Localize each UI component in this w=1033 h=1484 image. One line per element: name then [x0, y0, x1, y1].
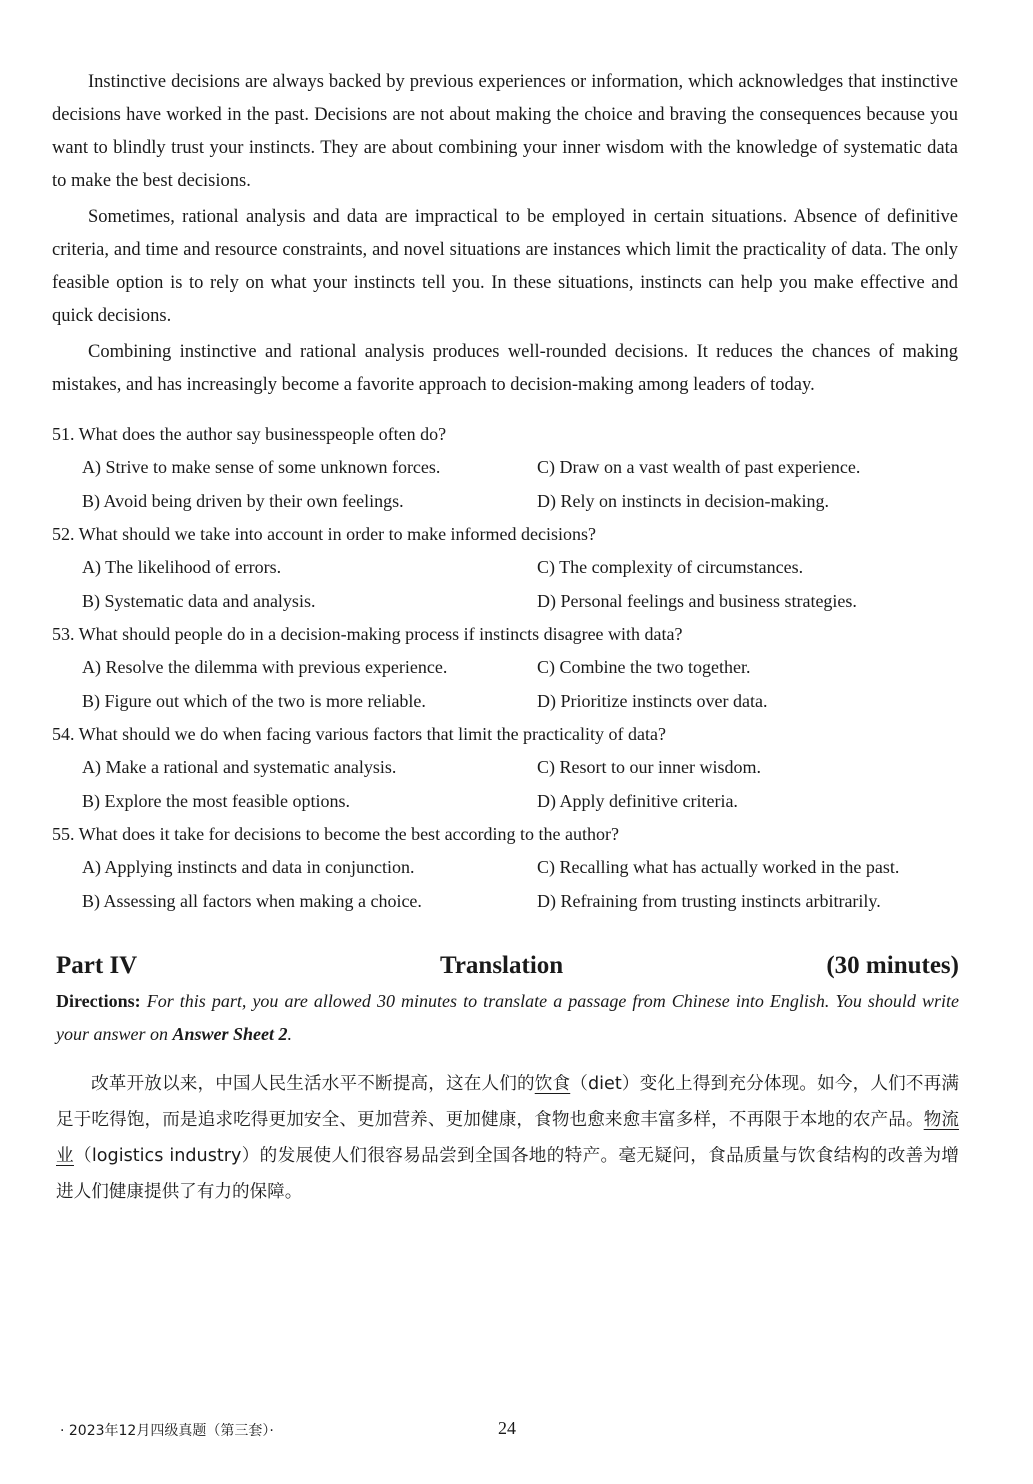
question-stem: 53. What should people do in a decision-making process if instincts disagree with data? — [52, 624, 683, 644]
option-c: C) The complexity of circumstances. — [537, 557, 804, 577]
option-grid — [82, 451, 958, 518]
translation-passage — [56, 1066, 959, 1210]
part-title: Translation — [440, 952, 564, 979]
answer-sheet-ref: Answer Sheet 2 — [172, 1024, 288, 1044]
question-52 — [52, 518, 958, 618]
option-b: B) Figure out which of the two is more reliable. — [82, 690, 426, 711]
option-a: A) The likelihood of errors. — [82, 557, 282, 577]
option-b: B) Explore the most feasible options. — [82, 790, 350, 811]
question-51 — [52, 418, 958, 518]
option-c: C) Draw on a vast wealth of past experience. — [537, 457, 861, 477]
option-d: D) Refraining from trusting instincts arbitrarily. — [537, 890, 881, 911]
part-header — [56, 952, 959, 988]
option-a: A) Applying instincts and data in conjunction. — [82, 857, 415, 877]
option-c: C) Combine the two together. — [537, 657, 751, 677]
passage-paragraph-1: Instinctive decisions are always backed by previous experiences or information, which acknowledges that instinctive decisions have worked in the past. Decisions are not about making the choice and braving the consequences because you want to blindly trust your instincts. They are about combining your inner wisdom with the knowledge of systematic data to make the best decisions. — [52, 72, 958, 191]
option-a: A) Resolve the dilemma with previous experience. — [82, 657, 448, 677]
option-b: B) Avoid being driven by their own feelings. — [82, 490, 404, 511]
directions — [56, 985, 959, 1051]
option-d: D) Personal feelings and business strategies. — [537, 590, 857, 611]
question-53 — [52, 618, 958, 718]
option-grid — [82, 551, 958, 618]
question-stem: 55. What does it take for decisions to become the best according to the author? — [52, 824, 619, 844]
option-grid — [82, 751, 958, 818]
reading-section — [52, 66, 958, 918]
option-c: C) Recalling what has actually worked in the past. — [537, 857, 900, 877]
option-c: C) Resort to our inner wisdom. — [537, 757, 761, 777]
option-b: B) Assessing all factors when making a choice. — [82, 890, 422, 911]
question-55 — [52, 818, 958, 918]
directions-label: Directions: — [56, 991, 141, 1011]
translation-text-1: 改革开放以来，中国人民生活水平不断提高，这在人们的 — [91, 1074, 535, 1094]
underlined-term-logistics: 物流业 — [56, 1110, 959, 1166]
underlined-term-diet: 饮食 — [534, 1074, 571, 1094]
page-number: 24 — [498, 1418, 516, 1438]
passage-paragraph-3: Combining instinctive and rational analysis produces well-rounded decisions. It reduces the chances of making mistakes, and has increasingly become a favorite approach to decision-making among leaders of today. — [52, 342, 958, 395]
question-stem: 54. What should we do when facing various factors that limit the practicality of data? — [52, 724, 666, 744]
footer-exam-label: · 2023年12月四级真题（第三套）· — [60, 1423, 274, 1439]
question-list — [52, 418, 958, 918]
option-grid — [82, 651, 958, 718]
translation-text-2: （diet）变化上得到充分体现。如今，人们不再满足于吃得饱，而是追求吃得更加安全、更加营养、更加健康，食物也愈来愈丰富多样，不再限于本地的农产品。 — [56, 1074, 959, 1130]
question-stem: 51. What does the author say businesspeople often do? — [52, 424, 447, 444]
option-b: B) Systematic data and analysis. — [82, 590, 316, 611]
part-time: (30 minutes) — [826, 952, 959, 979]
option-a: A) Strive to make sense of some unknown forces. — [82, 457, 441, 477]
directions-end: . — [287, 1024, 293, 1044]
passage-paragraph-2: Sometimes, rational analysis and data are impractical to be employed in certain situations. Absence of definitive criteria, and time and resource constraints, and novel situations are instances which limit the practicality of data. The only feasible option is to rely on what your instincts tell you. In these situations, instincts can help you make effective and quick decisions. — [52, 207, 958, 326]
directions-text: For this part, you are allowed 30 minutes to translate a passage from Chinese into English. You should write your answer on — [56, 991, 959, 1044]
question-54 — [52, 718, 958, 818]
option-a: A) Make a rational and systematic analysis. — [82, 757, 397, 777]
option-d: D) Prioritize instincts over data. — [537, 690, 768, 711]
option-d: D) Rely on instincts in decision-making. — [537, 490, 829, 511]
option-grid — [82, 851, 958, 918]
part-label: Part IV — [56, 952, 138, 979]
option-d: D) Apply definitive criteria. — [537, 790, 738, 811]
question-stem: 52. What should we take into account in order to make informed decisions? — [52, 524, 597, 544]
translation-text-3: （logistics industry）的发展使人们很容易品尝到全国各地的特产。毫无疑问，食品质量与饮食结构的改善为增进人们健康提供了有力的保障。 — [56, 1146, 959, 1202]
